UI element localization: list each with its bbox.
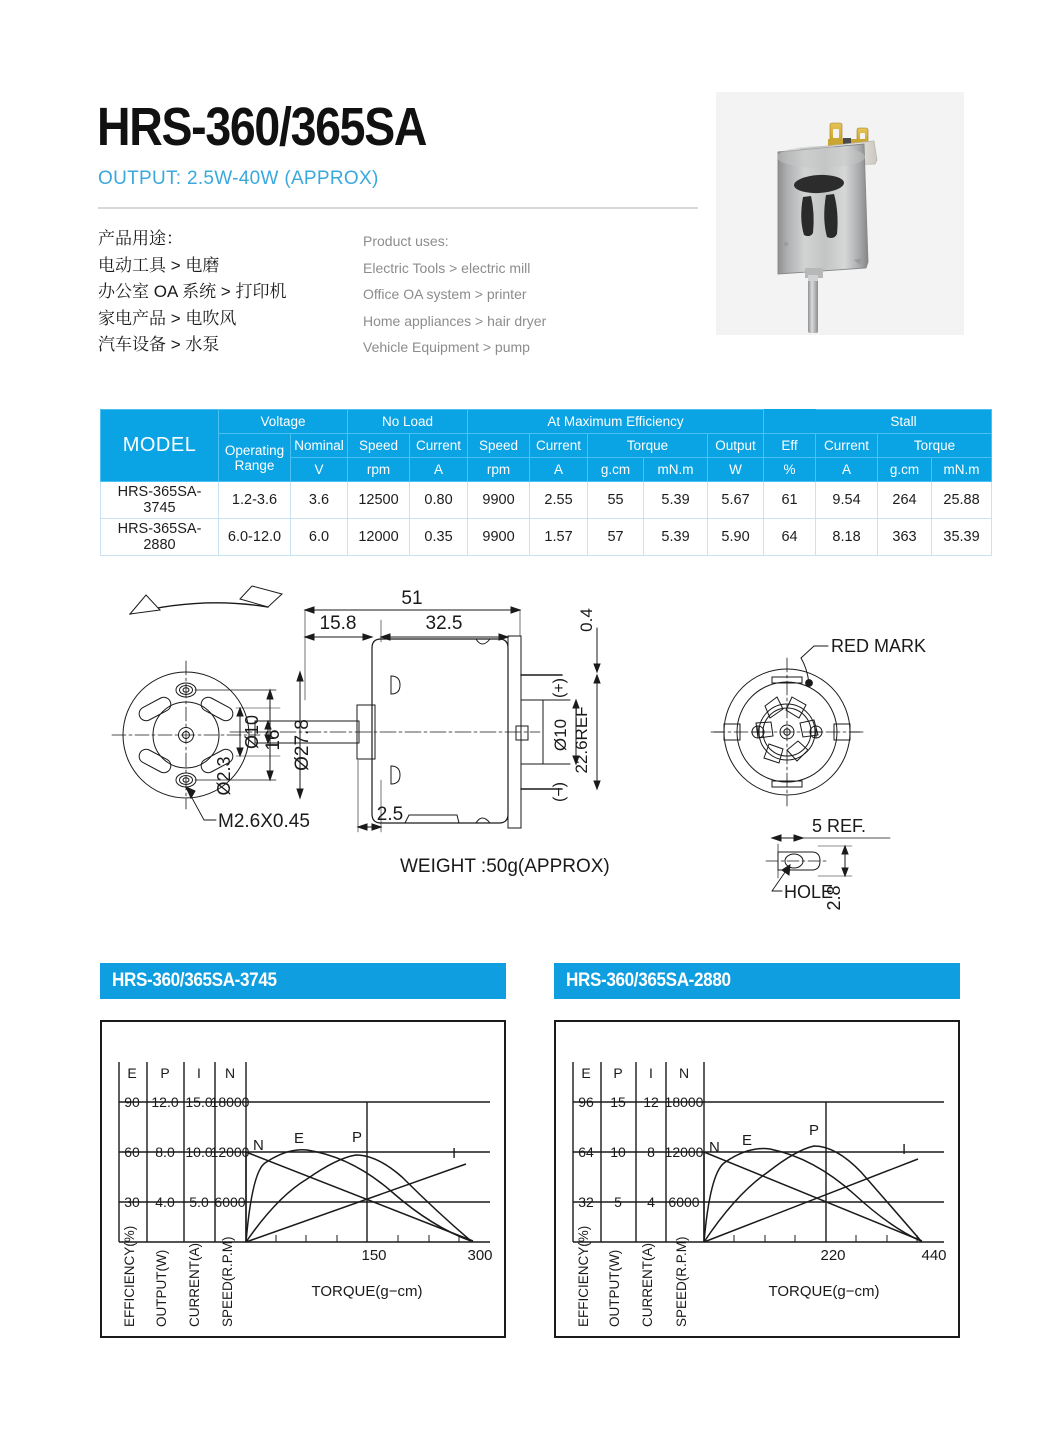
performance-chart-2880 — [554, 963, 960, 1338]
cell-eff-pct: 64 — [764, 519, 816, 556]
axis-name-efficiency: EFFICIENCY(%) — [576, 1225, 591, 1327]
th-stall-torque: Torque — [878, 434, 992, 458]
cell-stall-torque-gcm: 363 — [878, 519, 932, 556]
axis-name-output: OUTPUT(W) — [154, 1249, 169, 1327]
scale-header-E: E — [581, 1065, 591, 1081]
uses-cn-item: 电动工具 > 电磨 — [98, 255, 220, 275]
uses-en-title: Product uses: — [363, 233, 449, 249]
label-dim-22-6ref: 22.6REF — [572, 706, 591, 774]
cell-maxeff-torque-gcm: 57 — [588, 519, 644, 556]
x-tick-300: 300 — [467, 1247, 493, 1264]
th-maxeff-current: Current — [530, 434, 588, 458]
scale-tick-P-12: 12.0 — [151, 1094, 179, 1110]
curve-label-E: E — [294, 1130, 305, 1147]
cell-stall-torque-mnm: 25.88 — [932, 482, 992, 519]
cell-maxeff-current: 1.57 — [530, 519, 588, 556]
th-unit-a3: A — [816, 458, 878, 482]
label-red-mark: RED MARK — [831, 636, 927, 656]
cell-maxeff-torque-mnm: 5.39 — [644, 482, 708, 519]
scale-tick-E-64: 64 — [578, 1144, 594, 1160]
label-dim-shaft-d10: Ø10 — [242, 714, 262, 750]
scale-tick-I-10: 10.0 — [185, 1144, 213, 1160]
cell-noload-speed: 12500 — [348, 482, 410, 519]
curve-label-I: I — [452, 1145, 457, 1162]
output-subtitle: OUTPUT: 2.5W-40W (APPROX) — [98, 168, 379, 189]
cell-eff-pct: 61 — [764, 482, 816, 519]
cell-noload-current: 0.35 — [410, 519, 468, 556]
th-noload-speed: Speed — [348, 434, 410, 458]
scale-tick-N-6000: 6000 — [668, 1194, 700, 1210]
scale-tick-N-12000: 12000 — [664, 1144, 704, 1160]
th-unit-gcm2: g.cm — [878, 458, 932, 482]
chart-title-bar — [100, 963, 506, 999]
th-unit-gcm: g.cm — [588, 458, 644, 482]
x-axis-label: TORQUE(g−cm) — [311, 1283, 423, 1300]
uses-en-item: Electric Tools > electric mill — [363, 259, 531, 276]
scale-tick-N-18000: 18000 — [664, 1094, 704, 1110]
th-group-stall: Stall — [816, 410, 992, 434]
chart-title-bar — [554, 963, 960, 999]
scale-header-P: P — [160, 1065, 170, 1081]
axis-name-output: OUTPUT(W) — [607, 1249, 622, 1327]
curve-label-I: I — [902, 1141, 907, 1158]
label-weight: WEIGHT :50g(APPROX) — [400, 856, 610, 877]
scale-header-I: I — [197, 1065, 201, 1081]
axis-name-speed: SPEED(R.P.M) — [220, 1236, 235, 1327]
scale-tick-P-8: 8.0 — [155, 1144, 175, 1160]
cell-stall-current: 8.18 — [816, 519, 878, 556]
cell-operating-range: 1.2-3.6 — [219, 482, 291, 519]
uses-cn-item: 家电产品 > 电吹风 — [98, 308, 237, 328]
scale-tick-N-18000: 18000 — [210, 1094, 250, 1110]
scale-tick-P-4: 4.0 — [155, 1194, 175, 1210]
chart-title: HRS-360/365SA-2880 — [566, 970, 731, 991]
label-dim-32-5: 32.5 — [425, 613, 463, 634]
product-uses-chinese — [98, 226, 358, 359]
uses-cn-item: 汽车设备 > 水泵 — [98, 335, 220, 354]
label-dim-2-8: 2.8 — [824, 885, 844, 911]
th-output: Output — [708, 434, 764, 458]
scale-tick-P-15: 15 — [610, 1094, 626, 1110]
cell-nominal-v: 3.6 — [291, 482, 348, 519]
axis-name-current: CURRENT(A) — [187, 1243, 202, 1327]
th-eff: Eff — [764, 434, 816, 458]
x-tick-150: 150 — [361, 1247, 387, 1264]
curve-speed-N — [246, 1152, 473, 1242]
scale-tick-E-30: 30 — [124, 1194, 140, 1210]
axis-name-efficiency: EFFICIENCY(%) — [122, 1225, 137, 1327]
th-unit-a2: A — [530, 458, 588, 482]
cell-model: HRS-365SA-3745 — [101, 482, 219, 519]
cell-noload-speed: 12000 — [348, 519, 410, 556]
th-unit-a: A — [410, 458, 468, 482]
th-unit-pct: % — [764, 458, 816, 482]
scale-tick-I-8: 8 — [647, 1144, 655, 1160]
label-dim-0-4: 0.4 — [577, 608, 596, 632]
dimension-0-4 — [594, 628, 600, 672]
scale-tick-N-6000: 6000 — [214, 1194, 246, 1210]
table-row — [101, 482, 992, 519]
dimension-15-8 — [305, 634, 372, 640]
cell-model: HRS-365SA-2880 — [101, 519, 219, 556]
cell-stall-torque-mnm: 35.39 — [932, 519, 992, 556]
th-group-noload: No Load — [348, 410, 468, 434]
th-group-blank — [764, 410, 816, 434]
cell-maxeff-torque-mnm: 5.39 — [644, 519, 708, 556]
curve-label-N: N — [253, 1137, 264, 1154]
label-terminal-plus: (+) — [551, 678, 568, 698]
th-unit-mnm2: mN.m — [932, 458, 992, 482]
cell-maxeff-speed: 9900 — [468, 519, 530, 556]
label-dim-16: 16 — [263, 729, 284, 751]
scale-header-I: I — [649, 1065, 653, 1081]
scale-header-N: N — [678, 1065, 690, 1081]
chart-plot-area — [100, 1020, 506, 1338]
th-nominal: Nominal — [291, 434, 348, 458]
th-unit-w: W — [708, 458, 764, 482]
label-terminal-minus: (−) — [551, 782, 568, 802]
th-group-maxeff: At Maximum Efficiency — [468, 410, 764, 434]
cell-nominal-v: 6.0 — [291, 519, 348, 556]
section-view-arrow — [130, 586, 282, 614]
product-photo — [716, 92, 964, 335]
axis-name-current: CURRENT(A) — [640, 1243, 655, 1327]
cell-output-w: 5.67 — [708, 482, 764, 519]
curve-label-N: N — [709, 1139, 720, 1156]
rear-end-view — [711, 646, 863, 806]
scale-tick-E-96: 96 — [578, 1094, 594, 1110]
table-group-header-row — [101, 410, 992, 434]
th-unit-v: V — [291, 458, 348, 482]
chart-plot-area — [554, 1020, 960, 1338]
cell-output-w: 5.90 — [708, 519, 764, 556]
label-dim-end-d10: Ø10 — [551, 718, 570, 752]
scale-tick-P-5: 5 — [614, 1194, 622, 1210]
product-uses-english — [363, 228, 683, 361]
th-model: MODEL — [101, 410, 219, 482]
label-dim-2-5: 2.5 — [376, 804, 404, 825]
scale-tick-I-4: 4 — [647, 1194, 655, 1210]
uses-en-item: Office OA system > printer — [363, 286, 527, 302]
cell-maxeff-current: 2.55 — [530, 482, 588, 519]
header-divider — [98, 207, 698, 209]
scale-tick-N-12000: 12000 — [210, 1144, 250, 1160]
curve-label-E: E — [742, 1132, 753, 1149]
th-unit-mnm: mN.m — [644, 458, 708, 482]
scale-tick-I-15: 15.0 — [185, 1094, 213, 1110]
label-dim-51: 51 — [401, 588, 423, 609]
uses-cn-title: 产品用途： — [98, 229, 183, 248]
x-axis-label: TORQUE(g−cm) — [768, 1283, 880, 1300]
x-tick-220: 220 — [820, 1247, 846, 1264]
axis-name-speed: SPEED(R.P.M) — [674, 1236, 689, 1327]
chart-title: HRS-360/365SA-3745 — [112, 970, 277, 991]
label-dim-5ref: 5 REF. — [812, 816, 867, 836]
specification-table — [100, 409, 980, 556]
th-operating-range: Operating Range — [219, 434, 291, 482]
th-noload-current: Current — [410, 434, 468, 458]
x-tick-440: 440 — [921, 1247, 947, 1264]
cell-maxeff-torque-gcm: 55 — [588, 482, 644, 519]
label-dim-27-8: Ø27.8 — [292, 719, 313, 771]
curve-current-I — [246, 1164, 466, 1242]
uses-en-item: Home appliances > hair dryer — [363, 312, 547, 329]
scale-tick-I-5: 5.0 — [189, 1194, 209, 1210]
scale-tick-I-12: 12 — [643, 1094, 659, 1110]
table-row — [101, 519, 992, 556]
cell-stall-torque-gcm: 264 — [878, 482, 932, 519]
cell-stall-current: 9.54 — [816, 482, 878, 519]
label-dim-15-8: 15.8 — [319, 613, 357, 634]
scale-header-P: P — [613, 1065, 623, 1081]
uses-en-item: Vehicle Equipment > pump — [363, 339, 530, 355]
scale-header-N: N — [224, 1065, 236, 1081]
scale-tick-E-32: 32 — [578, 1194, 594, 1210]
table-sub-header-row — [101, 434, 992, 458]
th-maxeff-torque: Torque — [588, 434, 708, 458]
technical-drawing — [100, 580, 980, 920]
scale-tick-E-60: 60 — [124, 1144, 140, 1160]
th-unit-rpm2: rpm — [468, 458, 530, 482]
scale-tick-E-90: 90 — [124, 1094, 140, 1110]
cell-maxeff-speed: 9900 — [468, 482, 530, 519]
th-unit-rpm: rpm — [348, 458, 410, 482]
page-title: HRS-360/365SA — [97, 97, 427, 157]
scale-tick-P-10: 10 — [610, 1144, 626, 1160]
th-stall-current: Current — [816, 434, 878, 458]
label-thread: M2.6X0.45 — [218, 811, 310, 832]
label-hole: HOLE — [784, 882, 834, 902]
scale-header-E: E — [127, 1065, 137, 1081]
dimension-22-6ref — [594, 675, 600, 789]
curve-label-P: P — [352, 1129, 363, 1146]
performance-chart-3745 — [100, 963, 506, 1338]
uses-cn-item: 办公室 OA 系统 > 打印机 — [98, 282, 287, 301]
cell-noload-current: 0.80 — [410, 482, 468, 519]
th-group-voltage: Voltage — [219, 410, 348, 434]
th-maxeff-speed: Speed — [468, 434, 530, 458]
curve-label-P: P — [809, 1122, 820, 1139]
cell-operating-range: 6.0-12.0 — [219, 519, 291, 556]
label-dim-d2-3: Ø2.3 — [214, 756, 234, 796]
